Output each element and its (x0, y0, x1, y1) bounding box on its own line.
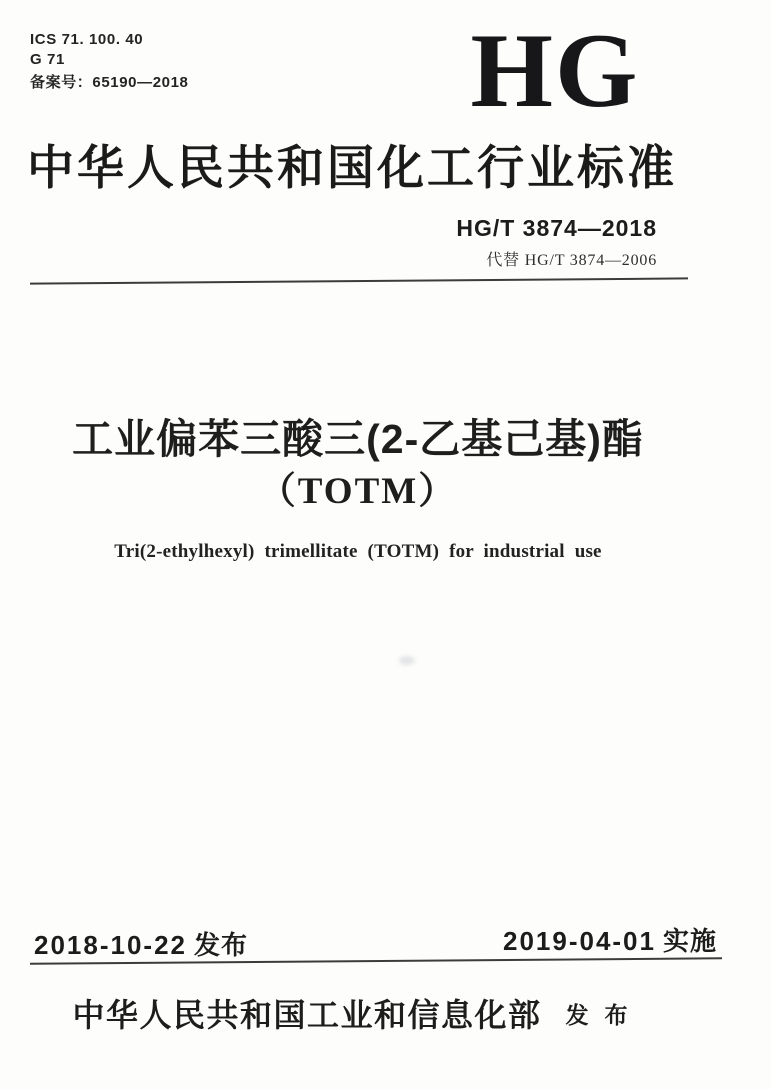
standard-type-title: 中华人民共和国化工行业标准 (27, 143, 677, 195)
record-number: 备案号：65190—2018 (30, 74, 189, 91)
scan-smudge (399, 656, 415, 665)
issue-date-value: 2018-10-22 (34, 930, 187, 960)
implementation-date-value: 2019-04-01 (502, 926, 656, 956)
title-abbreviation: （TOTM） (258, 471, 458, 512)
publisher-line (0, 990, 716, 1036)
issue-date (34, 925, 248, 962)
title-english: Tri(2-ethylhexyl) trimellitate (TOTM) for industrial use (114, 541, 602, 562)
publisher-action-label: 发布 (565, 1002, 644, 1028)
ics-code: ICS 71. 100. 40 (30, 31, 144, 48)
implementation-date-label: 实施 (662, 926, 717, 956)
issue-date-label: 发布 (194, 930, 249, 960)
implementation-date (503, 921, 717, 958)
category-code: G 71 (30, 51, 65, 68)
header-rule (30, 277, 688, 284)
replaces-note: 代替 HG/T 3874—2006 (486, 252, 657, 269)
standard-code: HG/T 3874—2018 (456, 215, 657, 241)
publisher-name: 中华人民共和国工业和信息化部 (72, 997, 542, 1033)
standard-code-block (456, 215, 657, 270)
title-block (0, 414, 716, 564)
hg-logo: HG (470, 12, 640, 129)
title-chinese: 工业偏苯三酸三(2-乙基己基)酯 (72, 416, 644, 462)
classification-block (30, 30, 188, 93)
